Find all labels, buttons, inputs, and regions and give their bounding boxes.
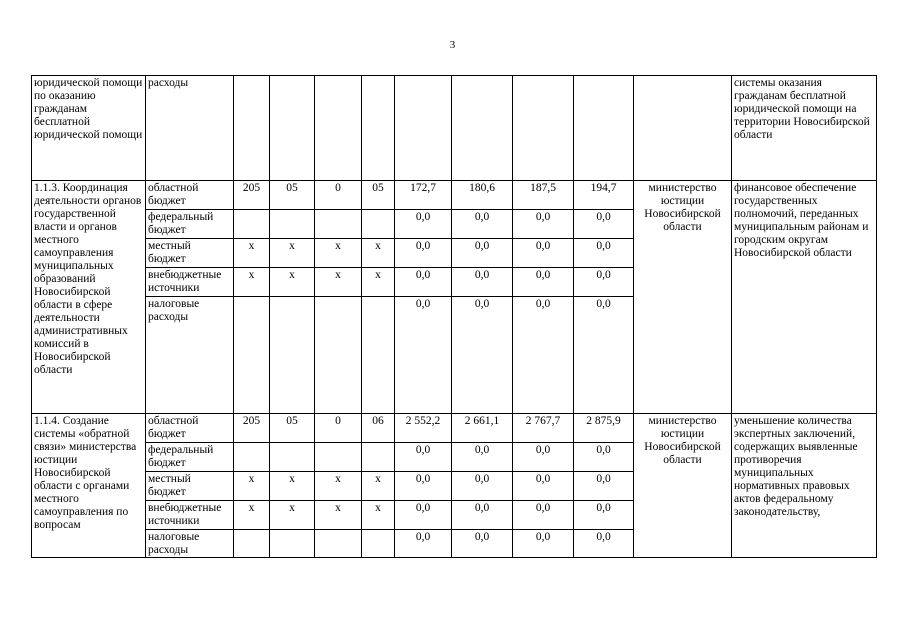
table-row bbox=[32, 181, 877, 210]
rz-cell bbox=[270, 297, 315, 414]
expected-result: уменьшение количества экспертных заключений, содержащих выявленные противоречия муниципальных нормативных правовых актов федеральному законодательству, bbox=[732, 414, 877, 558]
value-cell: 0,0 bbox=[395, 501, 452, 530]
value-cell: 0,0 bbox=[395, 268, 452, 297]
pr-cell bbox=[315, 210, 362, 239]
value-cell: 0,0 bbox=[395, 210, 452, 239]
table-row bbox=[32, 414, 877, 443]
value-cell: 2 767,7 bbox=[513, 414, 574, 443]
pr-cell bbox=[315, 443, 362, 472]
source-cell: федеральный бюджет bbox=[146, 210, 234, 239]
page-number: 3 bbox=[449, 39, 456, 51]
grbs-cell bbox=[234, 297, 270, 414]
pr-cell: х bbox=[315, 239, 362, 268]
source-cell: налоговые расходы bbox=[146, 530, 234, 558]
grbs-cell bbox=[234, 443, 270, 472]
pr-cell bbox=[315, 297, 362, 414]
measure-name: юридической помощи по оказанию гражданам бесплатной юридической помощи bbox=[32, 76, 146, 181]
pr-cell: х bbox=[315, 268, 362, 297]
value-cell: 0,0 bbox=[513, 530, 574, 558]
pr-cell bbox=[315, 530, 362, 558]
cs-cell: х bbox=[362, 268, 395, 297]
cs-cell: х bbox=[362, 472, 395, 501]
cs-cell: 06 bbox=[362, 414, 395, 443]
grbs-cell bbox=[234, 530, 270, 558]
value-cell: 0,0 bbox=[574, 530, 634, 558]
value-cell: 0,0 bbox=[452, 297, 513, 414]
value-cell: 172,7 bbox=[395, 181, 452, 210]
value-cell: 0,0 bbox=[452, 530, 513, 558]
value-cell: 0,0 bbox=[452, 210, 513, 239]
grbs-cell: х bbox=[234, 239, 270, 268]
value-cell: 0,0 bbox=[574, 472, 634, 501]
source-cell: расходы bbox=[146, 76, 234, 181]
grbs-cell: х bbox=[234, 501, 270, 530]
pr-cell: 0 bbox=[315, 181, 362, 210]
rz-cell: 05 bbox=[270, 181, 315, 210]
source-cell: местный бюджет bbox=[146, 239, 234, 268]
value-cell: 0,0 bbox=[574, 297, 634, 414]
source-cell: местный бюджет bbox=[146, 472, 234, 501]
rz-cell: х bbox=[270, 239, 315, 268]
measure-name: 1.1.3. Координация деятельности органов государственной власти и органов местного самоуправления муниципальных образований Новосибирской области в сфере деятельности административных комиссий в Новосибирской области bbox=[32, 181, 146, 414]
grbs-cell: 205 bbox=[234, 181, 270, 210]
value-cell: 0,0 bbox=[395, 530, 452, 558]
cs-cell bbox=[362, 530, 395, 558]
value-cell: 0,0 bbox=[395, 443, 452, 472]
cs-cell bbox=[362, 297, 395, 414]
value-cell: 0,0 bbox=[513, 268, 574, 297]
value-cell: 180,6 bbox=[452, 181, 513, 210]
value-cell: 2 661,1 bbox=[452, 414, 513, 443]
value-cell: 0,0 bbox=[452, 472, 513, 501]
cs-cell: 05 bbox=[362, 181, 395, 210]
value-cell: 0,0 bbox=[452, 443, 513, 472]
table-row bbox=[32, 76, 877, 181]
value-cell: 187,5 bbox=[513, 181, 574, 210]
expected-result: системы оказания гражданам бесплатной юридической помощи на территории Новосибирской области bbox=[732, 76, 877, 181]
pr-cell: 0 bbox=[315, 414, 362, 443]
value-cell: 0,0 bbox=[574, 501, 634, 530]
value-cell: 0,0 bbox=[574, 210, 634, 239]
grbs-cell: х bbox=[234, 472, 270, 501]
grbs-cell: 205 bbox=[234, 414, 270, 443]
value-cell: 2 552,2 bbox=[395, 414, 452, 443]
value-cell: 0,0 bbox=[395, 472, 452, 501]
value-cell: 0,0 bbox=[513, 443, 574, 472]
source-cell: налоговые расходы bbox=[146, 297, 234, 414]
value-cell: 0,0 bbox=[513, 210, 574, 239]
source-cell: федеральный бюджет bbox=[146, 443, 234, 472]
rz-cell: х bbox=[270, 472, 315, 501]
value-cell: 0,0 bbox=[452, 501, 513, 530]
grbs-cell: х bbox=[234, 268, 270, 297]
value-cell: 0,0 bbox=[395, 297, 452, 414]
value-cell: 0,0 bbox=[513, 297, 574, 414]
source-cell: внебюджетные источники bbox=[146, 501, 234, 530]
value-cell: 0,0 bbox=[513, 501, 574, 530]
value-cell: 0,0 bbox=[452, 268, 513, 297]
rz-cell bbox=[270, 530, 315, 558]
source-cell: внебюджетные источники bbox=[146, 268, 234, 297]
value-cell: 0,0 bbox=[574, 443, 634, 472]
grbs-cell bbox=[234, 210, 270, 239]
executor-cell: министерство юстиции Новосибирской области bbox=[634, 414, 732, 558]
cs-cell: х bbox=[362, 239, 395, 268]
value-cell: 0,0 bbox=[452, 239, 513, 268]
rz-cell: 05 bbox=[270, 414, 315, 443]
value-cell: 0,0 bbox=[574, 239, 634, 268]
value-cell: 0,0 bbox=[395, 239, 452, 268]
value-cell: 0,0 bbox=[513, 472, 574, 501]
rz-cell bbox=[270, 443, 315, 472]
value-cell: 0,0 bbox=[513, 239, 574, 268]
rz-cell: х bbox=[270, 268, 315, 297]
value-cell: 2 875,9 bbox=[574, 414, 634, 443]
pr-cell: х bbox=[315, 472, 362, 501]
budget-table bbox=[31, 75, 877, 558]
pr-cell: х bbox=[315, 501, 362, 530]
cs-cell bbox=[362, 443, 395, 472]
executor-cell: министерство юстиции Новосибирской области bbox=[634, 181, 732, 414]
expected-result: финансовое обеспечение государственных полномочий, переданных муниципальным районам и городским округам Новосибирской области bbox=[732, 181, 877, 414]
rz-cell: х bbox=[270, 501, 315, 530]
source-cell: областной бюджет bbox=[146, 414, 234, 443]
value-cell: 0,0 bbox=[574, 268, 634, 297]
value-cell: 194,7 bbox=[574, 181, 634, 210]
measure-name: 1.1.4. Создание системы «обратной связи» министерства юстиции Новосибирской области с органами местного самоуправления по вопросам bbox=[32, 414, 146, 558]
source-cell: областной бюджет bbox=[146, 181, 234, 210]
rz-cell bbox=[270, 210, 315, 239]
cs-cell bbox=[362, 210, 395, 239]
cs-cell: х bbox=[362, 501, 395, 530]
